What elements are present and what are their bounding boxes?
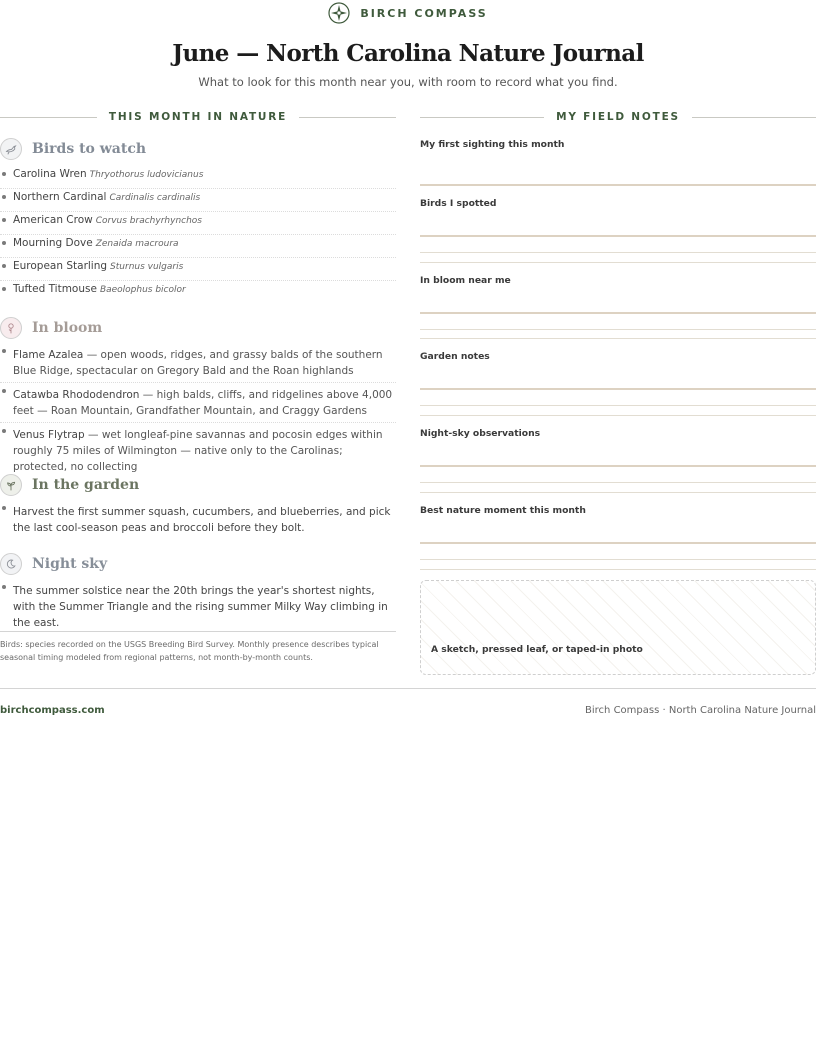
writing-line[interactable] [420, 252, 816, 253]
garden-list [0, 500, 396, 536]
writing-line[interactable] [420, 559, 816, 560]
bird-icon [0, 138, 22, 160]
field-in-bloom [420, 275, 816, 286]
birds-list [0, 166, 396, 304]
plant-name: Flame Azalea [13, 349, 84, 361]
plant-name: Venus Flytrap [13, 429, 85, 441]
field-first-sighting [420, 139, 816, 150]
field-label: In bloom near me [420, 275, 511, 286]
list-item [0, 212, 396, 235]
list-item [0, 423, 396, 478]
bird-name: Carolina Wren [13, 168, 87, 180]
brand-name: BIRCH COMPASS [360, 6, 488, 20]
column-heading-label: MY FIELD NOTES [556, 111, 680, 123]
plant-name: Catawba Rhododendron [13, 389, 140, 401]
birds-title: Birds to watch [32, 141, 147, 157]
footnote: Birds: species recorded on the USGS Breeding Bird Survey. Monthly presence describes typical seasonal timing modeled from regional patterns, not month-by-month counts. [0, 631, 396, 664]
bird-latin: Sturnus vulgaris [110, 262, 184, 272]
bird-latin: Baeolophus bicolor [99, 285, 186, 295]
garden-section [0, 472, 396, 536]
bird-latin: Thryothorus ludovicianus [89, 170, 204, 180]
field-label: Best nature moment this month [420, 505, 586, 516]
writing-line[interactable] [420, 184, 816, 186]
section-header [0, 136, 396, 162]
field-birds-spotted [420, 198, 816, 209]
bird-latin: Zenaida macroura [95, 239, 179, 249]
bird-name: Tufted Titmouse [13, 283, 97, 295]
sketch-label: A sketch, pressed leaf, or taped-in photo [431, 644, 643, 655]
compass-icon [328, 2, 350, 24]
night-title: Night sky [32, 556, 108, 572]
column-heading [0, 108, 396, 126]
page-subtitle: What to look for this month near you, with room to record what you find. [198, 75, 618, 89]
list-item [0, 235, 396, 258]
column-heading-label: THIS MONTH IN NATURE [108, 111, 288, 123]
list-item [0, 383, 396, 423]
night-list [0, 579, 396, 631]
nature-column [0, 108, 396, 662]
heading-rule [299, 117, 396, 118]
writing-line[interactable] [420, 569, 816, 570]
garden-title: In the garden [32, 477, 140, 493]
heading-rule [420, 117, 544, 118]
writing-line[interactable] [420, 338, 816, 339]
bloom-list [0, 343, 396, 478]
writing-line[interactable] [420, 465, 816, 467]
plant-description: — open woods, ridges, and grassy balds of the southern Blue Ridge, spectacular on Gregory Bald and the Roan highlands [13, 349, 383, 377]
list-item: Harvest the first summer squash, cucumbers, and blueberries, and pick the last cool-season peas and broccoli before they bolt. [0, 500, 396, 536]
heading-rule [692, 117, 816, 118]
list-item [0, 343, 396, 383]
page-title: June — North Carolina Nature Journal [172, 40, 644, 67]
writing-line[interactable] [420, 388, 816, 390]
list-item [0, 258, 396, 281]
moon-icon [0, 553, 22, 575]
sketch-box[interactable] [420, 580, 816, 675]
writing-line[interactable] [420, 415, 816, 416]
footer-divider [0, 688, 816, 689]
writing-line[interactable] [420, 542, 816, 544]
writing-line[interactable] [420, 235, 816, 237]
heading-rule [0, 117, 97, 118]
writing-line[interactable] [420, 405, 816, 406]
writing-line[interactable] [420, 312, 816, 314]
sprout-icon [0, 474, 22, 496]
field-label: Night-sky observations [420, 428, 541, 439]
field-label: Garden notes [420, 351, 490, 362]
list-item [0, 166, 396, 189]
bloom-section [0, 315, 396, 478]
bird-latin: Cardinalis cardinalis [109, 193, 201, 203]
plant-description: — high balds, cliffs, and ridgelines above 4,000 feet — Roan Mountain, Grandfather Mountain, and Craggy Gardens [13, 389, 393, 417]
section-header [0, 472, 396, 498]
list-item [0, 189, 396, 212]
list-item [0, 281, 396, 304]
field-notes-column [420, 108, 816, 655]
field-night-sky [420, 428, 816, 439]
section-header [0, 315, 396, 341]
footer-credit: Birch Compass · North Carolina Nature Journal [585, 705, 816, 716]
flower-icon [0, 317, 22, 339]
bird-name: American Crow [13, 214, 93, 226]
plant-description: — wet longleaf-pine savannas and pocosin edges within roughly 75 miles of Wilmington — native only to the Carolinas; protected, no collecting [13, 429, 383, 473]
bird-name: Mourning Dove [13, 237, 93, 249]
field-best-moment [420, 505, 816, 516]
field-garden-notes [420, 351, 816, 362]
bird-name: Northern Cardinal [13, 191, 107, 203]
column-heading [420, 108, 816, 126]
bird-name: European Starling [13, 260, 108, 272]
list-item: The summer solstice near the 20th brings the year's shortest nights, with the Summer Triangle and the rising summer Milky Way climbing in the east. [0, 579, 396, 631]
bird-latin: Corvus brachyrhynchos [95, 216, 202, 226]
field-label: My first sighting this month [420, 139, 565, 150]
section-header [0, 551, 396, 577]
writing-line[interactable] [420, 262, 816, 263]
birds-section [0, 136, 396, 304]
writing-line[interactable] [420, 482, 816, 483]
footer-website-link[interactable]: birchcompass.com [0, 705, 105, 716]
brand-header [0, 2, 816, 24]
bloom-title: In bloom [32, 320, 103, 336]
writing-line[interactable] [420, 329, 816, 330]
night-section [0, 551, 396, 631]
field-label: Birds I spotted [420, 198, 497, 209]
writing-line[interactable] [420, 492, 816, 493]
